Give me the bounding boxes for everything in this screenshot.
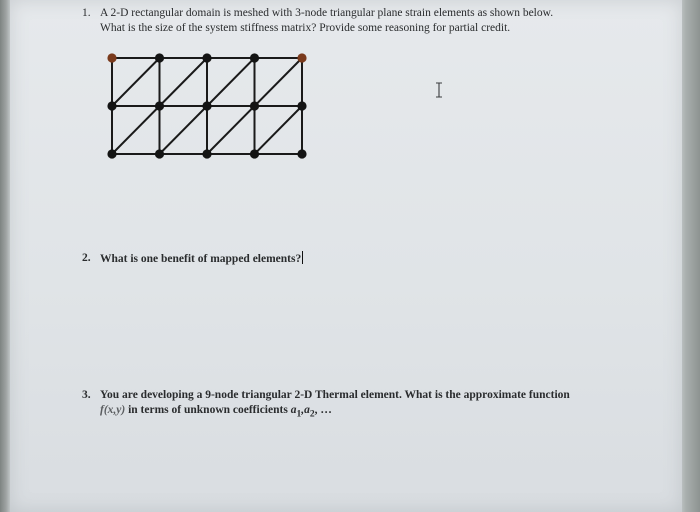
mesh-node (297, 101, 306, 110)
question-3-number: 3. (82, 389, 91, 401)
text-cursor (302, 251, 303, 264)
mesh-node (250, 53, 259, 62)
question-3-line-1: You are developing a 9-node triangular 2-D Thermal element. What is the approximate function (100, 389, 570, 401)
mesh-node (155, 53, 164, 62)
mesh-node (202, 53, 211, 62)
mesh-diagonal-line (112, 106, 160, 154)
mesh-node (297, 53, 306, 62)
question-2-answer-field[interactable] (100, 251, 303, 267)
coefficient-a: a (290, 404, 297, 416)
question-2-text: What is one benefit of mapped elements? (100, 253, 302, 265)
mesh-diagonal-line (160, 106, 208, 154)
mesh-node (107, 149, 116, 158)
mesh-diagonal-line (255, 58, 303, 106)
mesh-node (202, 101, 211, 110)
coefficient-sub-1: 1 (296, 408, 302, 420)
question-1-line-1: A 2-D rectangular domain is meshed with 3-node triangular plane strain elements as shown below. (100, 7, 554, 19)
mesh-node (155, 101, 164, 110)
mesh-diagonal-line (207, 106, 255, 154)
mesh-node (107, 53, 116, 62)
question-3-line-2 (100, 403, 570, 421)
question-1-line-2: What is the size of the system stiffness matrix? Provide some reasoning for partial credit. (100, 22, 511, 34)
mesh-node (250, 149, 259, 158)
mesh-node (250, 101, 259, 110)
mesh-node (202, 149, 211, 158)
coefficient-sep: ,a (301, 404, 310, 416)
mesh-diagonal-line (160, 58, 208, 106)
mesh-node (155, 149, 164, 158)
question-3-line-2-text: in terms of unknown coefficients (125, 404, 291, 416)
question-1-text (100, 6, 553, 36)
function-symbol: f(x,y) (100, 404, 126, 416)
mesh-diagonal-line (207, 58, 255, 106)
question-1-number: 1. (82, 7, 91, 19)
mesh-diagonal-line (112, 58, 160, 106)
coefficient-tail: , … (314, 404, 332, 416)
mesh-node (297, 149, 306, 158)
question-3-text (100, 388, 570, 421)
mesh-diagonal-line (255, 106, 303, 154)
mesh-node (107, 101, 116, 110)
triangular-mesh-diagram (100, 48, 312, 160)
question-2-number: 2. (82, 252, 91, 264)
i-beam-cursor-icon (434, 82, 444, 98)
coefficient-sub-2: 2 (309, 408, 315, 420)
